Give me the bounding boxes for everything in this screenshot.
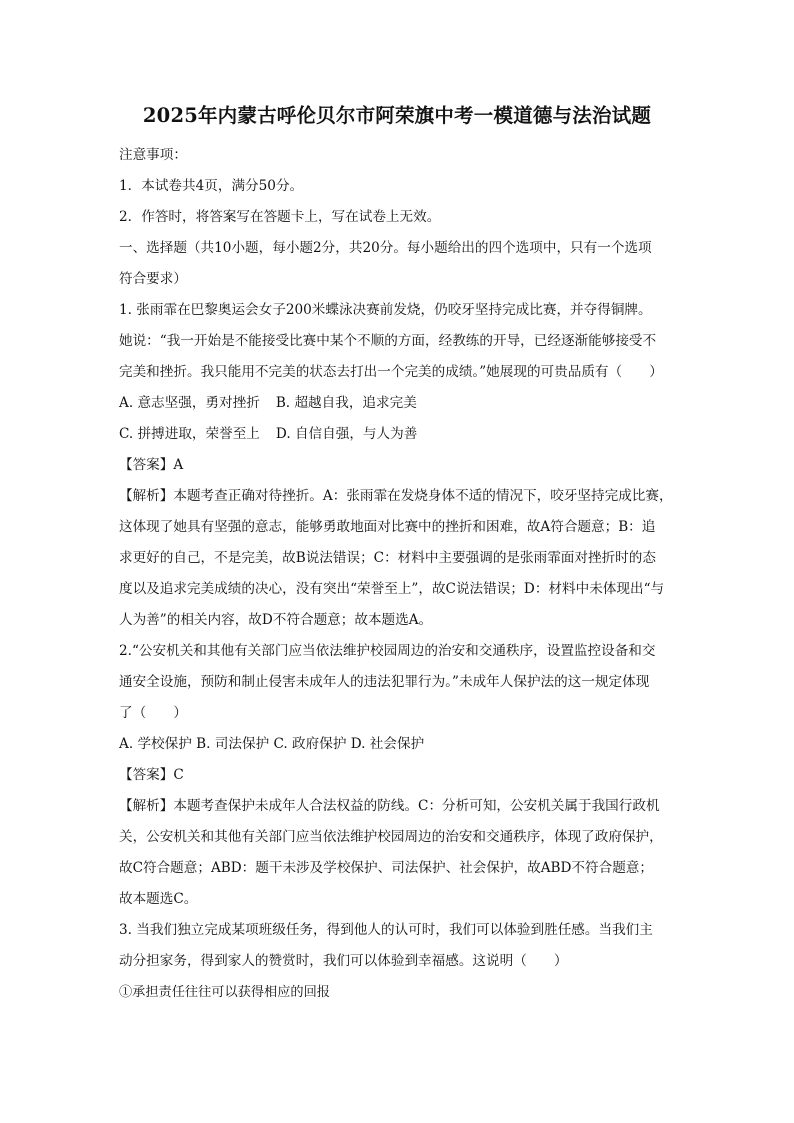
q2-analysis-line-4: 故本题选C。 (119, 891, 198, 907)
page-title: 2025年内蒙古呼伦贝尔市阿荣旗中考一模道德与法治试题 (142, 104, 652, 127)
q1-option-c: C. 拼搏进取，荣誉至上 (119, 426, 260, 442)
q1-options-row-2 (119, 419, 681, 450)
q1-analysis-line-2: 这体现了她具有坚强的意志，能够勇敢地面对比赛中的挫折和困难，故A符合题意；B：追 (119, 519, 656, 535)
q1-option-a: A. 意志坚强，勇对挫折 (119, 395, 260, 411)
q2-analysis-line-3: 故C符合题意；ABD：题干未涉及学校保护、司法保护、社会保护，故ABD不符合题意； (119, 860, 653, 876)
q1-analysis-line-5: 人为善”的相关内容，故D不符合题意；故本题选A。 (119, 612, 433, 628)
section-heading-line-2: 符合要求） (119, 271, 187, 287)
notice-heading: 注意事项： (119, 147, 187, 163)
notice-item-1: 1．本试卷共4页，满分50分。 (119, 178, 304, 194)
q1-stem-line-2: 她说：“我一开始是不能接受比赛中某个不顺的方面，经教练的开导，已经逐渐能够接受不 (119, 333, 657, 349)
q1-stem-line-3: 完美和挫折。我只能用不完美的状态去打出一个完美的成绩。”她展现的可贵品质有（ ） (119, 364, 663, 380)
q3-statement-1: ①承担责任往往可以获得相应的回报 (119, 985, 330, 1000)
q2-analysis-line-2: 关，公安机关和其他有关部门应当依法维护校园周边的治安和交通秩序，体现了政府保护， (119, 829, 663, 845)
q2-stem-line-2: 通安全设施，预防和制止侵害未成年人的违法犯罪行为。”未成年人保护法的这一规定体现 (119, 674, 650, 690)
q1-analysis-line-1: 【解析】本题考查正确对待挫折。A：张雨霏在发烧身体不适的情况下，咬牙坚持完成比赛， (119, 488, 673, 504)
q1-answer: 【答案】A (119, 457, 184, 473)
q2-answer: 【答案】C (119, 767, 184, 783)
q1-option-d: D. 自信自强，与人为善 (275, 426, 418, 442)
q2-options: A. 学校保护 B. 司法保护 C. 政府保护 D. 社会保护 (119, 736, 425, 752)
q2-stem-line-1: 2.“公安机关和其他有关部门应当依法维护校园周边的治安和交通秩序，设置监控设备和交 (119, 643, 656, 659)
section-heading-line-1: 一、选择题（共10小题，每小题2分，共20分。每小题给出的四个选项中，只有一个选项 (119, 240, 652, 256)
document-body (119, 140, 681, 1008)
q3-stem-line-1: 3. 当我们独立完成某项班级任务，得到他人的认可时，我们可以体验到胜任感。当我们主 (119, 922, 653, 938)
q1-option-b: B. 超越自我，追求完美 (275, 395, 417, 411)
q1-stem-line-1: 1. 张雨霏在巴黎奥运会女子200米蝶泳决赛前发烧，仍咬牙坚持完成比赛，并夺得铜牌。 (119, 302, 652, 318)
q1-options-row-1 (119, 388, 681, 419)
notice-item-2: 2．作答时，将答案写在答题卡上，写在试卷上无效。 (119, 209, 441, 225)
q1-analysis-line-3: 求更好的自己，不是完美，故B说法错误；C：材料中主要强调的是张雨霏面对挫折时的态 (119, 550, 656, 566)
q2-analysis-line-1: 【解析】本题考查保护未成年人合法权益的防线。C：分析可知，公安机关属于我国行政机 (119, 798, 660, 814)
q1-analysis-line-4: 度以及追求完美成绩的决心，没有突出“荣誉至上”，故C说法错误；D：材料中未体现出“与 (119, 581, 665, 597)
q3-stem-line-2: 动分担家务，得到家人的赞赏时，我们可以体验到幸福感。这说明（ ） (119, 953, 568, 969)
q2-stem-line-3: 了（ ） (119, 705, 187, 721)
